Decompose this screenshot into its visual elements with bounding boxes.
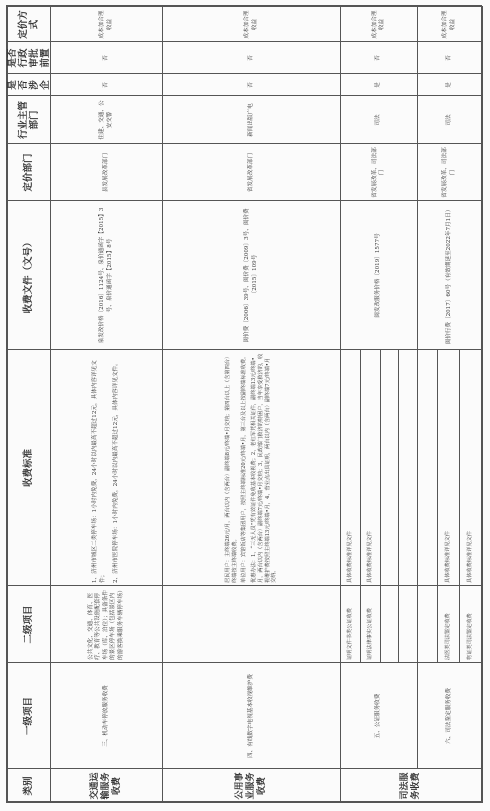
row-pricing-dept: 县发展改革部门 [102, 152, 109, 193]
row-standard [51, 350, 162, 586]
header-level1: 一级项目 [23, 697, 34, 736]
row-pricing-dept: 省发展改革、司法部门 [371, 147, 385, 198]
standard-paragraph: 1、济州市城区二类停车场：1小时内免费，24小时以内最高不超过12元，具体内容详见文件； [92, 360, 106, 583]
row-involves-enterprise: 否 [247, 82, 254, 88]
row-pricing-dept: 省发展改革部门 [247, 152, 254, 193]
header-category: 类别 [23, 776, 34, 796]
row-level2-item: 证明法律事实公证收费 [367, 608, 374, 660]
header-level2: 二级项目 [23, 605, 34, 644]
header-pricing-dept: 定价部门 [23, 153, 34, 192]
row-level1: 四、有线数字电视基本收视维护费 [247, 674, 254, 758]
row-category: 交通运输服务收费 [90, 772, 122, 800]
row-document: 闽发改服务价格〔2019〕1577号 [375, 233, 382, 318]
row-pricing-method: 成本加合理收益 [244, 10, 258, 39]
row-category: 司法服务收费 [400, 772, 421, 800]
header-involves-enterprise: 是否涉企 [7, 80, 50, 90]
header-standard: 收费标准 [23, 449, 34, 488]
row-standard-item: 具体收费标准详见文件 [467, 531, 474, 583]
row-admin-approval: 否 [247, 55, 254, 61]
row-document: 闽价行费〔2017〕60号（有效期延至2022年7月1日） [445, 206, 452, 345]
row-standard-item: 具体收费标准详见文件 [445, 531, 452, 583]
header-pricing-method: 定价方式 [17, 10, 40, 39]
row-industry-dept: 司法 [445, 114, 452, 126]
row-industry-dept: 新闻出版广电 [247, 103, 254, 137]
row-industry-dept: 司法 [375, 114, 382, 126]
header-industry-dept: 行业主管部门 [17, 101, 40, 140]
header-admin-approval: 是否行政审批前置 [7, 48, 50, 68]
header-document: 收费文件（文号） [23, 237, 34, 314]
standard-paragraph: 单位用户：宾馆饭店等集团用户，按照主终端标准20元/终端•月，第三台及以上按副终端标准收费。 [241, 353, 248, 583]
row-standard-item: 具体收费标准详见文件 [367, 531, 374, 583]
row-level2: 公共文化、交通、体育、医疗、教育等公共设施配套停车场（库、泊位）；具备条件的景区停车场（包括景区内的游客换乘服务车辆停车场） [87, 587, 124, 660]
row-admin-approval: 否 [445, 55, 452, 61]
row-category: 公用事业服务收费 [235, 772, 267, 800]
row-level1: 六、司法鉴定服务收费 [445, 688, 452, 744]
row-standard-item: 具体收费标准详见文件 [347, 531, 354, 583]
row-document: 闽价费〔2006〕39号、闽价费〔2009〕3号、闽价费〔2015〕109号 [244, 208, 258, 343]
row-admin-approval: 否 [375, 55, 382, 61]
row-document: 泉发改价格〔2016〕1124号、泉价通函字【2015】3号、泉价通函字【2015】8号 [99, 207, 113, 344]
row-pricing-dept: 省发展改革、司法部门 [442, 147, 456, 198]
row-involves-enterprise: 否 [102, 82, 109, 88]
row-level1: 五、公证服务收费 [375, 693, 382, 739]
row-pricing-method: 成本加合理收益 [371, 10, 385, 39]
row-level2-item: 证明文件书类公证收费 [347, 608, 354, 660]
row-level1: 三、机动车停放服务收费 [102, 685, 109, 747]
row-pricing-method: 成本加合理收益 [442, 10, 456, 39]
standard-paragraph: 2、济州市医院停车场：1小时内免费，24小时以内最高不超过12元，具体内容详见文件。 [113, 360, 120, 583]
standard-paragraph: 居民用户：主终端26元/月，两台以内（含两台）副终端8元/终端•月交纳；第四台以上（含第四台）终端按主终端收费。 [224, 353, 238, 583]
row-involves-enterprise: 是 [375, 82, 382, 88]
row-level2 [163, 586, 340, 663]
row-involves-enterprise: 是 [445, 82, 452, 88]
row-admin-approval: 否 [102, 55, 109, 61]
row-level2-item: 法医类司法鉴定收费 [445, 613, 452, 660]
standard-paragraph: 优惠办法：1、“三无人员”凭有效证件免收基本收视费；2、老红军凭相关证件，副终端13元/终端•月，两台以内（含两台）副终端7元/终端•月交纳；3、民政部门救济的特困户，当年享受救济的，收视维护费按照主终端13元/终端•月，4、营业点出具证明，两台以内（含两台）副终端7元/终端•月交纳。 [251, 353, 278, 583]
row-level2-item: 物证类司法鉴定收费 [467, 613, 474, 660]
row-standard [163, 350, 340, 586]
row-industry-dept: 住建、交通、公安交警 [99, 100, 113, 140]
row-pricing-method: 成本加合理收益 [99, 10, 113, 39]
